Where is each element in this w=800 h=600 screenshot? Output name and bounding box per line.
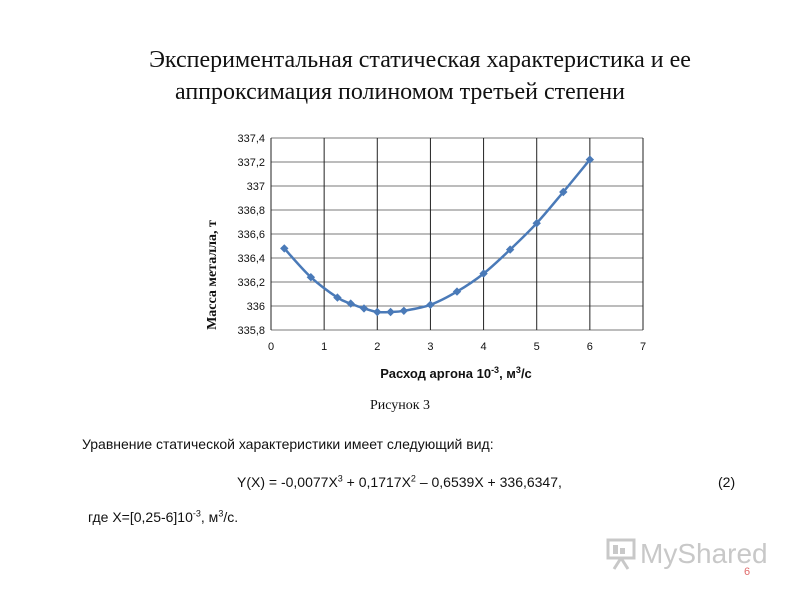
x-tick-label: 5 [533, 341, 540, 353]
presentation-board-icon [604, 537, 640, 571]
x-axis-ticks [268, 341, 646, 353]
slide-title-line2: аппроксимация полиномом третьей степени [175, 79, 625, 105]
data-point-marker [373, 308, 381, 316]
y-tick-label: 336,2 [237, 277, 265, 289]
y-axis-ticks [237, 133, 265, 337]
x-tick-label: 3 [427, 341, 434, 353]
data-point-marker [386, 308, 394, 316]
slide-title-line1: Экспериментальная статическая характеристика и ее [149, 47, 691, 73]
data-point-marker [426, 301, 434, 309]
series-markers [280, 155, 594, 316]
y-tick-label: 336,8 [237, 205, 265, 217]
y-tick-label: 337 [246, 181, 265, 193]
series-line [284, 160, 590, 313]
y-tick-label: 336,4 [237, 253, 265, 265]
x-tick-label: 4 [480, 341, 487, 353]
y-tick-label: 335,8 [237, 325, 265, 337]
variable-definition: где $X=[0,25-6]10^{-3}$, $м^3/с$. [88, 508, 239, 525]
page-number: 6 [744, 566, 751, 578]
equation-number: (2) [718, 474, 736, 490]
y-tick-label: 337,4 [237, 133, 265, 145]
equation: $Y(X) = -0,0077X^3 + 0,1717X^2 - 0,6539X + 336,6347$, [237, 473, 562, 490]
y-tick-label: 337,2 [237, 157, 265, 169]
x-axis-label: Расход аргона $10^{-3}$, $м^3/с$ [380, 365, 532, 381]
data-point-marker [347, 299, 355, 307]
logo-text: MyShared [640, 538, 768, 569]
x-tick-label: 2 [374, 341, 381, 353]
x-tick-label: 7 [639, 341, 647, 353]
x-tick-label: 0 [267, 341, 275, 353]
y-tick-label: 336 [246, 301, 265, 313]
equation-intro: Уравнение статической характеристики имеет следующий вид: [82, 436, 494, 452]
figure-caption: Рисунок 3 [369, 398, 431, 413]
chart-grid [271, 138, 643, 330]
x-tick-label: 6 [586, 341, 593, 353]
chart [200, 125, 660, 390]
data-point-marker [360, 304, 368, 312]
y-tick-label: 336,6 [237, 229, 265, 241]
y-axis-label: Масса металла, т [205, 220, 220, 330]
x-tick-label: 1 [321, 341, 328, 353]
data-point-marker [400, 307, 408, 315]
